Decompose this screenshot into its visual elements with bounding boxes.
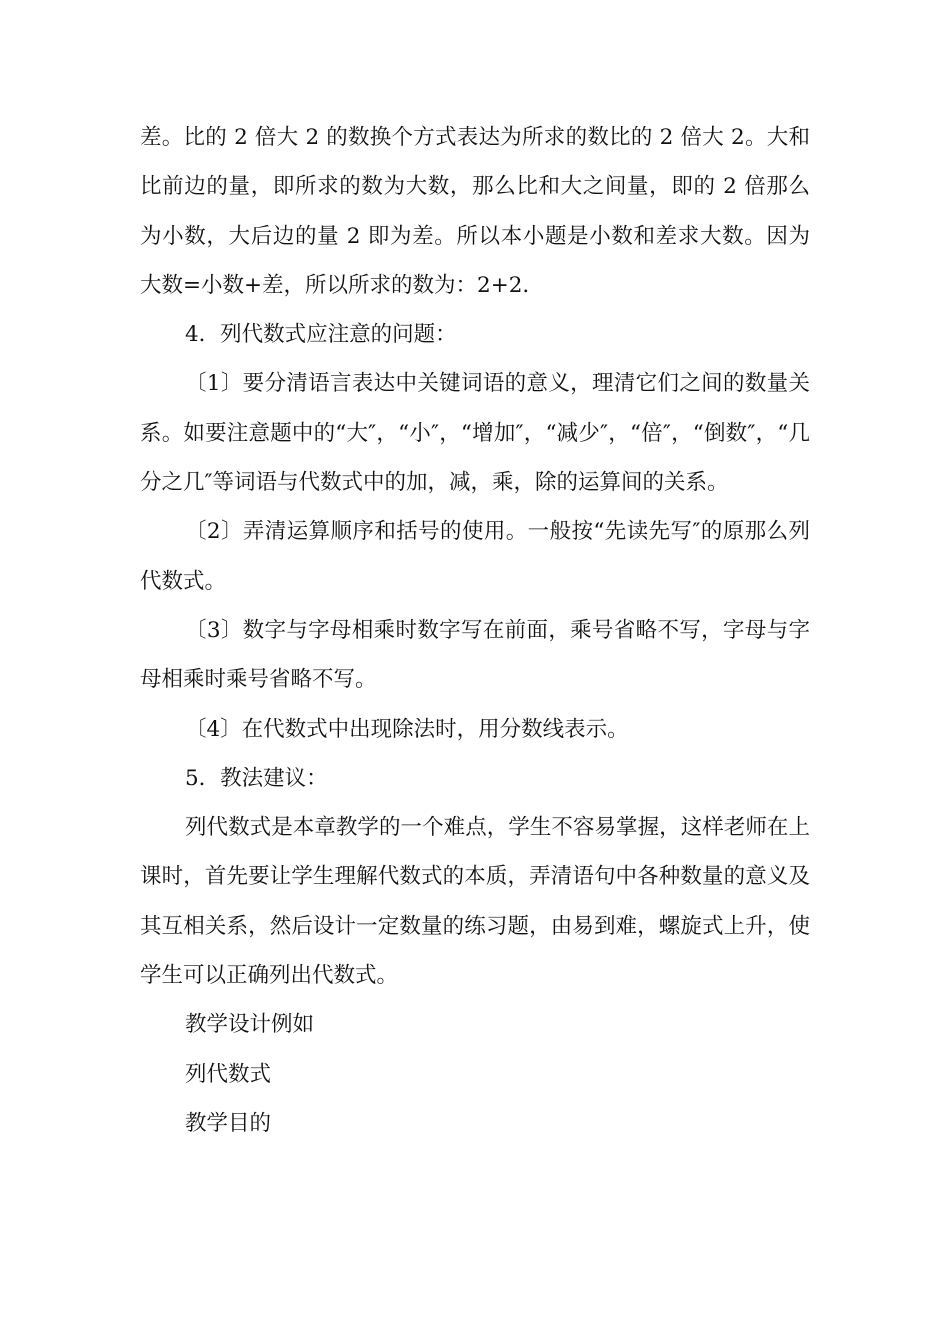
heading-teaching-suggestions: 5．教法建议： — [185, 765, 328, 791]
heading-teaching-design-example: 教学设计例如 — [185, 1012, 315, 1038]
document-body — [140, 113, 810, 1148]
paragraph-note-3: 〔3〕数字与字母相乘时数字写在前面，乘号省略不写，字母与字母相乘时乘号省略不写。 — [140, 617, 810, 693]
paragraph-solution-explanation: 差。比的 2 倍大 2 的数换个方式表达为所求的数比的 2 倍大 2。大和比前边的量，即所求的数为大数，那么比和大之间量，即的 2 倍那么为小数，大后边的量 2 即为差。所以本小题是小数和差求大数。因为大数=小数+差，所以所求的数为：2+2. — [140, 125, 810, 298]
heading-notes-on-writing-expressions: 4．列代数式应注意的问题： — [185, 322, 457, 348]
paragraph-note-2: 〔2〕弄清运算顺序和括号的使用。一般按“先读先写″的原那么列代数式。 — [140, 519, 810, 594]
paragraph-teaching-suggestions: 列代数式是本章教学的一个难点，学生不容易掌握，这样老师在上课时，首先要让学生理解代数式的本质，弄清语句中各种数量的意义及其互相关系，然后设计一定数量的练习题，由易到难，螺旋式上升，使学生可以正确列出代数式。 — [140, 815, 810, 989]
heading-teaching-objectives: 教学目的 — [185, 1110, 272, 1136]
heading-lesson-title: 列代数式 — [185, 1061, 272, 1087]
paragraph-note-4: 〔4〕在代数式中出现除法时，用分数线表示。 — [185, 716, 629, 742]
paragraph-note-1: 〔1〕要分清语言表达中关键词语的意义，理清它们之间的数量关系。如要注意题中的“大″，“小″，“增加″，“减少″，“倍″，“倒数″，“几分之几″等词语与代数式中的加，减，乘，除的运算间的关系。 — [140, 371, 810, 496]
